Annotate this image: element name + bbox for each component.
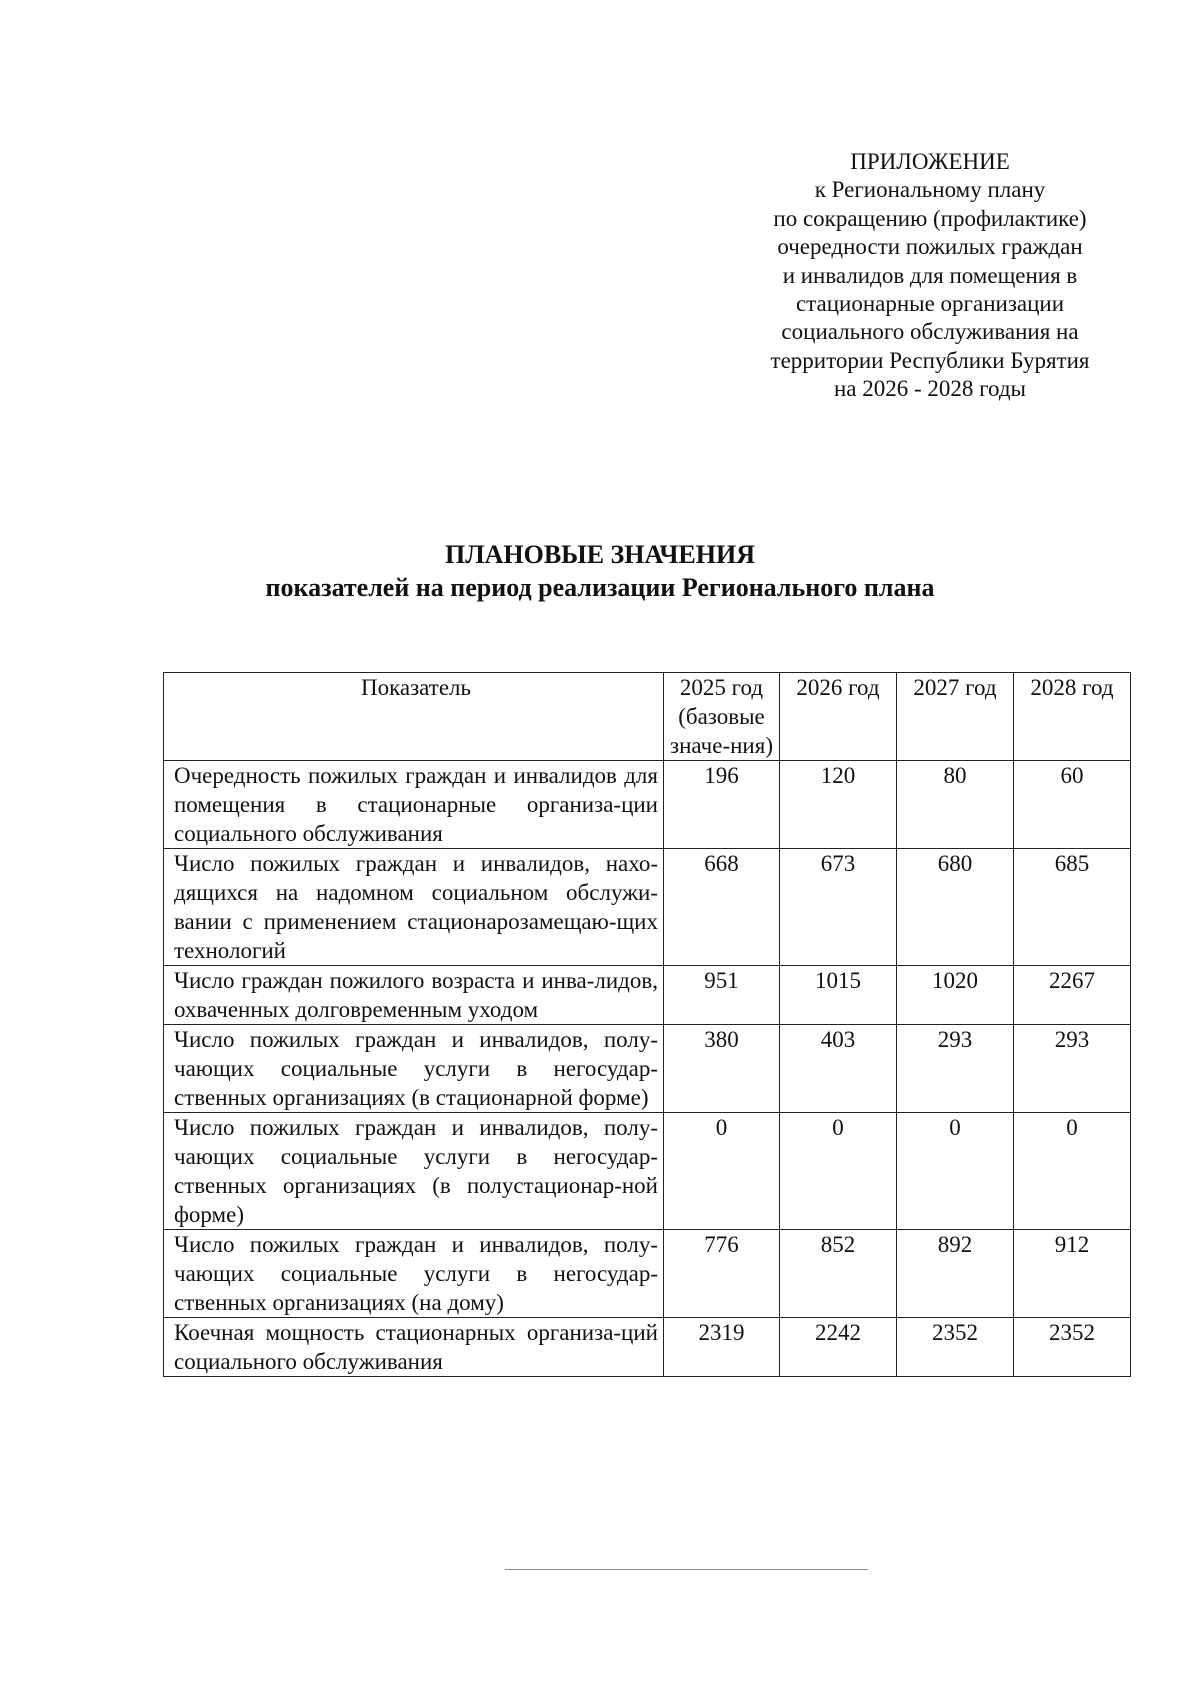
appendix-line: социального обслуживания на: [781, 319, 1079, 345]
value-2028: 2352: [1014, 1318, 1131, 1377]
table-row: [164, 849, 1131, 966]
appendix-line: к Региональному плану: [814, 177, 1046, 203]
header-2027: 2027 год: [897, 673, 1014, 761]
value-2027: 80: [897, 761, 1014, 849]
appendix-line: стационарные организации: [795, 291, 1065, 317]
value-2028: 912: [1014, 1230, 1131, 1318]
value-2027: 2352: [897, 1318, 1014, 1377]
footer-divider: [505, 1569, 868, 1570]
value-2026: 403: [780, 1025, 897, 1113]
appendix-line: и инвалидов для помещения в: [782, 262, 1078, 288]
appendix-line: территории Республики Бурятия: [770, 347, 1090, 373]
value-2028: 60: [1014, 761, 1131, 849]
indicator-cell: Очередность пожилых граждан и инвалидов для помещения в стационарные организа-ции социального обслуживания: [164, 761, 664, 849]
indicator-cell: Число пожилых граждан и инвалидов, нахо-дящихся на надомном социальном обслужи-вании с применением стационарозамещаю-щих технологий: [164, 849, 664, 966]
indicator-cell: Коечная мощность стационарных организа-ций социального обслуживания: [164, 1318, 664, 1377]
value-2028: 685: [1014, 849, 1131, 966]
indicator-cell: Число граждан пожилого возраста и инва-лидов, охваченных долговременным уходом: [164, 966, 664, 1025]
indicator-cell: Число пожилых граждан и инвалидов, полу-чающих социальные услуги в негосудар-ственных организациях (в полустационар-ной форме): [164, 1113, 664, 1230]
value-2026: 0: [780, 1113, 897, 1230]
value-2027: 1020: [897, 966, 1014, 1025]
value-2025: 776: [664, 1230, 780, 1318]
document-title: [0, 538, 1200, 604]
header-indicator: Показатель: [164, 673, 664, 761]
header-2025: 2025 год (базовые значе-ния): [664, 673, 780, 761]
appendix-block: [740, 148, 1120, 404]
value-2026: 120: [780, 761, 897, 849]
value-2025: 196: [664, 761, 780, 849]
table-header-row: [164, 673, 1131, 761]
value-2028: 0: [1014, 1113, 1131, 1230]
value-2025: 380: [664, 1025, 780, 1113]
header-2026: 2026 год: [780, 673, 897, 761]
title-line-2: показателей на период реализации Регионального плана: [265, 573, 935, 602]
value-2027: 892: [897, 1230, 1014, 1318]
appendix-line: по сокращению (профилактике): [773, 205, 1087, 231]
value-2025: 0: [664, 1113, 780, 1230]
table-row: [164, 966, 1131, 1025]
title-line-1: ПЛАНОВЫЕ ЗНАЧЕНИЯ: [445, 540, 755, 569]
appendix-line: ПРИЛОЖЕНИЕ: [850, 149, 1010, 174]
header-2028: 2028 год: [1014, 673, 1131, 761]
table-row: [164, 1230, 1131, 1318]
value-2026: 852: [780, 1230, 897, 1318]
value-2025: 668: [664, 849, 780, 966]
table-row: [164, 1025, 1131, 1113]
indicator-cell: Число пожилых граждан и инвалидов, полу-чающих социальные услуги в негосудар-ственных организациях (в стационарной форме): [164, 1025, 664, 1113]
value-2025: 2319: [664, 1318, 780, 1377]
value-2027: 0: [897, 1113, 1014, 1230]
value-2025: 951: [664, 966, 780, 1025]
plan-values-table: [163, 672, 1131, 1377]
value-2028: 293: [1014, 1025, 1131, 1113]
value-2026: 2242: [780, 1318, 897, 1377]
value-2027: 680: [897, 849, 1014, 966]
value-2026: 1015: [780, 966, 897, 1025]
value-2027: 293: [897, 1025, 1014, 1113]
value-2028: 2267: [1014, 966, 1131, 1025]
value-2026: 673: [780, 849, 897, 966]
table-row: [164, 761, 1131, 849]
table-row: [164, 1113, 1131, 1230]
indicator-cell: Число пожилых граждан и инвалидов, полу-чающих социальные услуги в негосудар-ственных организациях (на дому): [164, 1230, 664, 1318]
table-row: [164, 1318, 1131, 1377]
appendix-line: очередности пожилых граждан: [777, 234, 1083, 260]
appendix-line: на 2026 - 2028 годы: [833, 376, 1027, 402]
